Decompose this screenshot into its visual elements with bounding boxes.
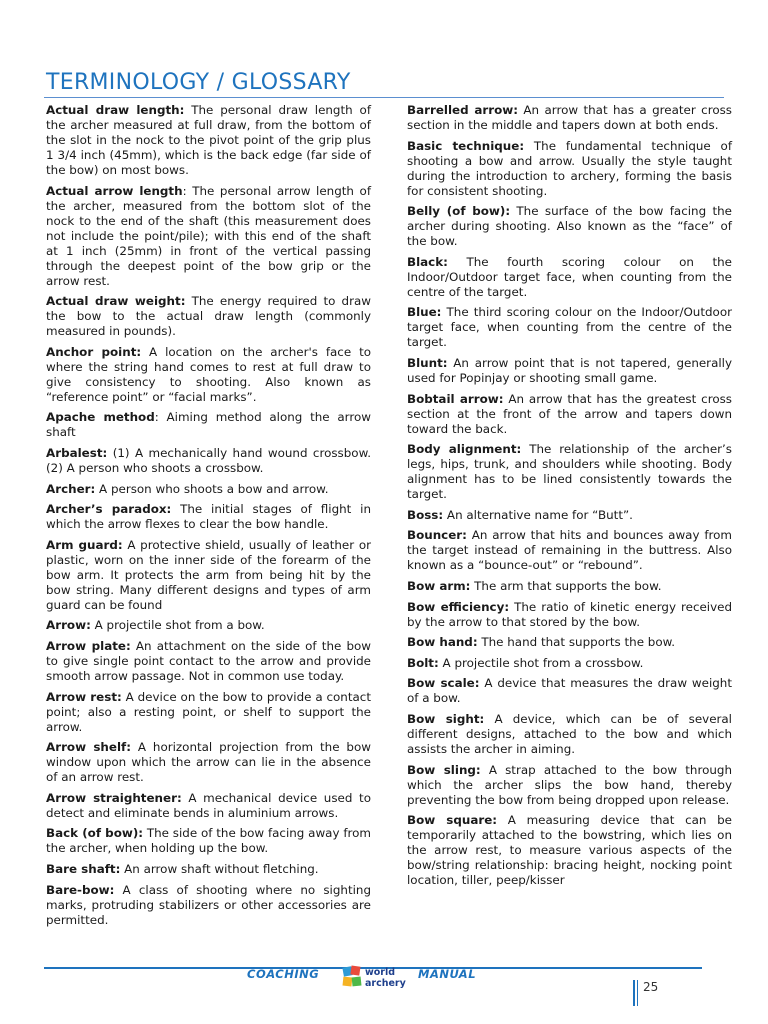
glossary-entry	[46, 618, 371, 633]
glossary-definition: (1) A mechanically hand wound crossbow. (2) A person who shoots a crossbow.	[46, 445, 371, 475]
footer-coaching-label: COACHING	[247, 967, 320, 981]
glossary-definition: The hand that supports the bow.	[477, 635, 676, 650]
glossary-entry	[407, 656, 732, 671]
glossary-entry	[407, 676, 732, 706]
glossary-entry	[46, 184, 371, 289]
glossary-term: Arrow shelf:	[46, 740, 131, 755]
glossary-definition: The side of the bow facing away from the archer, when holding up the bow.	[46, 826, 371, 856]
footer-manual-label: MANUAL	[418, 967, 477, 981]
title-divider	[44, 97, 724, 98]
logo-text-world: world	[365, 967, 396, 978]
glossary-term: Belly (of bow):	[407, 204, 511, 219]
glossary-definition: A device on the bow to provide a contact point; also a resting point, or shelf to support the arrow.	[46, 689, 371, 734]
glossary-definition: The fourth scoring colour on the Indoor/Outdoor target face, when counting from the centre of the target.	[407, 254, 732, 299]
glossary-definition: An alternative name for “Butt”.	[443, 507, 633, 522]
glossary-term: Bow efficiency:	[407, 599, 510, 614]
glossary-term: Barrelled arrow:	[407, 103, 519, 117]
glossary-definition: An arrow that has a greater cross section in the middle and tapers down at both ends.	[407, 103, 732, 132]
glossary-entry	[407, 813, 732, 888]
glossary-entry	[407, 763, 732, 808]
glossary-definition: : The personal arrow length of the archer, measured from the bottom slot of the nock to the end of the shaft (this measurement does not include the point/pile); with this end of the shaft at 1 inch (25mm) in front of the vertical passing through the deepest point of the bow grip or the arrow rest.	[46, 183, 372, 288]
glossary-term: Blue:	[407, 305, 442, 320]
glossary-left-column	[46, 103, 371, 933]
glossary-entry	[407, 579, 732, 594]
glossary-definition: The arm that supports the bow.	[470, 578, 662, 593]
glossary-term: Archer’s paradox:	[46, 502, 172, 517]
glossary-entry	[46, 410, 371, 440]
glossary-term: Anchor point:	[46, 344, 142, 359]
glossary-term: Bow scale:	[407, 676, 480, 691]
glossary-definition: An arrow shaft without fletching.	[120, 861, 319, 876]
glossary-definition: The fundamental technique of shooting a bow and arrow. Usually the style taught during the introduction to archery, forming the basis for consistent shooting.	[407, 138, 733, 198]
glossary-term: Apache method	[46, 410, 155, 425]
glossary-term: Body alignment:	[407, 442, 522, 457]
glossary-entry	[46, 690, 371, 735]
glossary-entry	[407, 712, 732, 757]
glossary-definition: A mechanical device used to detect and eliminate bends in aluminium arrows.	[46, 790, 371, 820]
glossary-definition: An arrow point that is not tapered, generally used for Popinjay or shooting small game.	[407, 355, 732, 385]
glossary-definition: A horizontal projection from the bow window upon which the arrow can lie in the absence of an arrow rest.	[46, 740, 371, 785]
glossary-term: Basic technique:	[407, 138, 525, 153]
glossary-entry	[407, 103, 732, 133]
logo-text-archery: archery	[365, 978, 406, 989]
glossary-definition: A measuring device that can be temporarily attached to the bowstring, which lies on the arrow rest, to measure various aspects of the bow/string relationship: bracing height, nocking point location, tiller, peep/kisser	[407, 813, 732, 888]
glossary-term: Bouncer:	[407, 528, 467, 543]
glossary-entry	[46, 862, 371, 877]
glossary-entry	[46, 740, 371, 785]
glossary-entry	[407, 255, 732, 300]
glossary-entry	[407, 635, 732, 650]
glossary-term: Bare-bow:	[46, 882, 115, 897]
glossary-entry	[46, 791, 371, 821]
glossary-definition: The relationship of the archer’s legs, hips, trunk, and shoulders while shooting. Body alignment has to be lined consistently towards the target.	[407, 442, 732, 502]
glossary-entry	[407, 392, 732, 437]
glossary-definition: A person who shoots a bow and arrow.	[95, 481, 329, 496]
glossary-entry	[407, 139, 732, 199]
glossary-term: Bare shaft:	[46, 861, 121, 876]
glossary-entry	[407, 305, 732, 350]
glossary-term: Bow sight:	[407, 711, 485, 726]
glossary-entry	[46, 345, 371, 405]
glossary-definition: An arrow that hits and bounces away from the target instead of remaining in the buttress. Also known as a “bounce-out” or “rebound”.	[407, 528, 732, 573]
glossary-term: Blunt:	[407, 355, 448, 370]
glossary-definition: A projectile shot from a crossbow.	[438, 655, 644, 670]
glossary-definition: An attachment on the side of the bow to give single point contact to the arrow and provide smooth arrow passage. Not in common use today.	[46, 638, 372, 683]
glossary-term: Black:	[407, 254, 448, 269]
glossary-entry	[407, 204, 732, 249]
glossary-entry	[46, 294, 371, 339]
glossary-term: Arm guard:	[46, 537, 123, 552]
glossary-entry	[407, 356, 732, 386]
glossary-definition: The personal draw length of the archer measured at full draw, from the bottom of the slot in the nock to the pivot point of the grip plus 1 3/4 inch (45mm), which is the back edge (far side of the bow) on most bows.	[46, 103, 372, 177]
glossary-entry	[407, 442, 732, 502]
glossary-definition: The energy required to draw the bow to the actual draw length (commonly measured in pounds).	[46, 294, 371, 339]
glossary-entry	[407, 528, 732, 573]
glossary-entry	[46, 538, 371, 613]
glossary-term: Arrow plate:	[46, 638, 131, 653]
glossary-entry	[46, 826, 371, 856]
glossary-term: Arrow:	[46, 618, 91, 633]
glossary-entry	[407, 600, 732, 630]
glossary-definition: An arrow that has the greatest cross section at the front of the arrow and tapers down toward the back.	[407, 391, 732, 436]
glossary-entry	[46, 883, 371, 928]
glossary-definition: : Aiming method along the arrow shaft	[46, 410, 371, 440]
glossary-term: Bow square:	[407, 813, 498, 828]
glossary-entry	[46, 482, 371, 497]
glossary-definition: A strap attached to the bow through which the archer slips the bow hand, thereby preventing the bow from being dropped upon release.	[407, 762, 732, 807]
glossary-definition: The initial stages of flight in which the arrow flexes to clear the bow handle.	[46, 502, 371, 532]
page-number: 25	[643, 980, 659, 994]
glossary-term: Actual draw length:	[46, 103, 185, 117]
glossary-term: Bow sling:	[407, 762, 481, 777]
glossary-term: Arrow rest:	[46, 689, 122, 704]
glossary-entry	[46, 446, 371, 476]
glossary-definition: A device, which can be of several different designs, attached to the bow and which assists the archer in aiming.	[407, 711, 732, 756]
glossary-definition: A protective shield, usually of leather or plastic, worn on the inner side of the forearm of the bow arm. It protects the arm from being hit by the bow string. Many different designs and types of arm guard can be found	[46, 537, 371, 612]
glossary-definition: The surface of the bow facing the archer during shooting. Also known as the “face” of the bow.	[407, 204, 732, 249]
glossary-term: Bow arm:	[407, 578, 471, 593]
glossary-definition: A device that measures the draw weight of a bow.	[407, 676, 733, 706]
glossary-entry	[407, 508, 732, 523]
page-number-bar	[633, 980, 635, 1006]
glossary-term: Arrow straightener:	[46, 790, 182, 805]
glossary-term: Archer:	[46, 481, 96, 496]
world-archery-logo	[342, 964, 412, 990]
page-number-bar-thin	[637, 980, 638, 1006]
glossary-term: Arbalest:	[46, 445, 108, 460]
glossary-term: Actual draw weight:	[46, 294, 186, 309]
glossary-definition: A class of shooting where no sighting marks, protruding stabilizers or other accessories are permitted.	[46, 882, 371, 927]
glossary-term: Boss:	[407, 507, 444, 522]
glossary-term: Bow hand:	[407, 635, 478, 650]
glossary-term: Actual arrow length	[46, 183, 183, 198]
glossary-definition: A projectile shot from a bow.	[90, 618, 265, 633]
glossary-entry	[46, 103, 371, 178]
glossary-entry	[46, 502, 371, 532]
glossary-entry	[46, 639, 371, 684]
page-title: TERMINOLOGY / GLOSSARY	[46, 70, 351, 95]
glossary-term: Back (of bow):	[46, 826, 144, 841]
glossary-definition: The ratio of kinetic energy received by the arrow to that stored by the bow.	[407, 599, 732, 629]
glossary-definition: A location on the archer's face to where the string hand comes to rest at full draw to give consistency to shooting. Also known as “reference point” or “facial marks”.	[46, 344, 372, 404]
glossary-right-column	[407, 103, 732, 894]
glossary-definition: The third scoring colour on the Indoor/Outdoor target face, when counting from the centre of the target.	[407, 305, 732, 350]
glossary-term: Bobtail arrow:	[407, 391, 504, 406]
glossary-term: Bolt:	[407, 655, 439, 670]
